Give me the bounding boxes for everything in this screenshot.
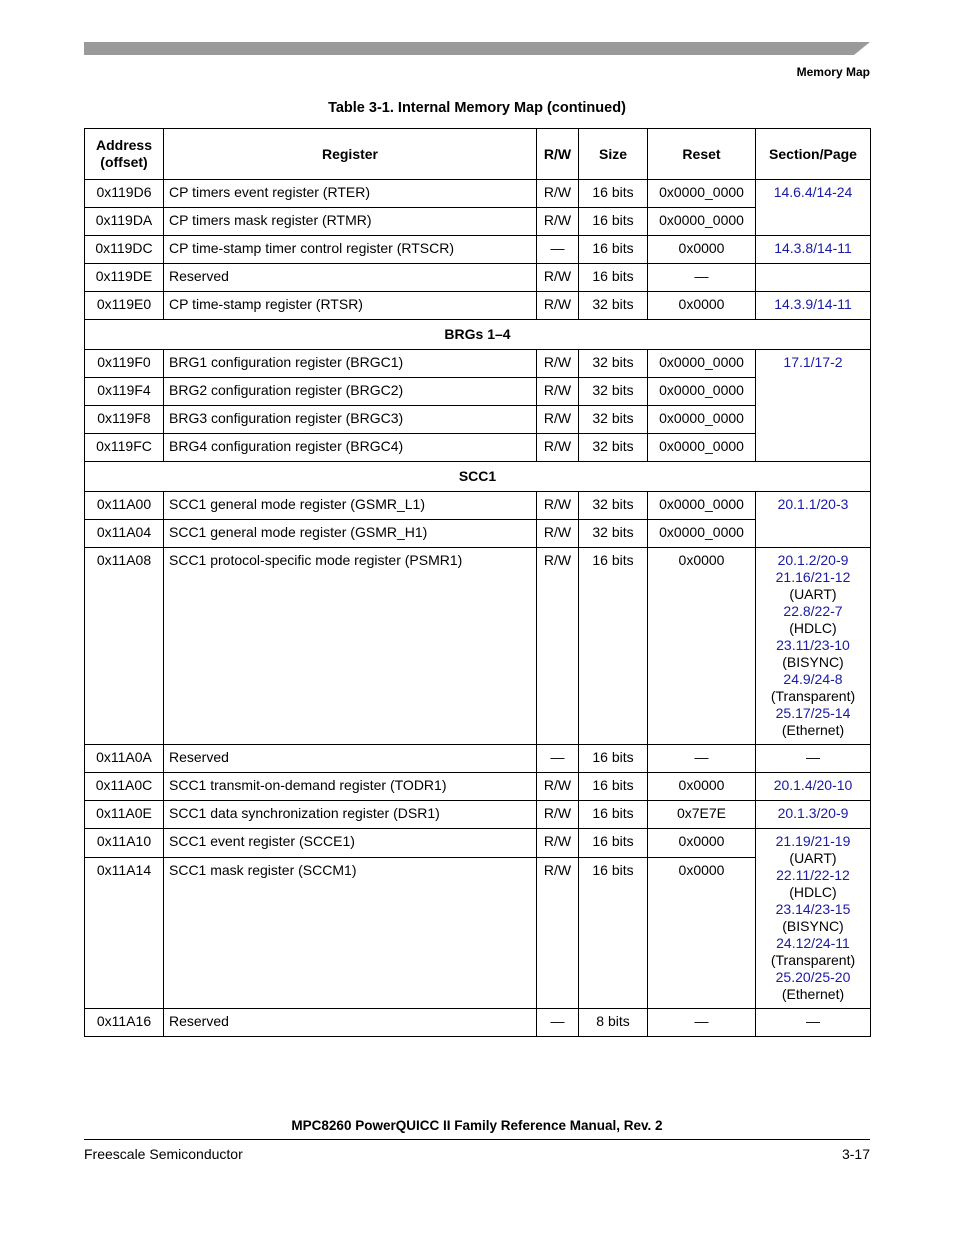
cell-rw: —	[537, 236, 579, 264]
cell-address: 0x11A0A	[85, 745, 164, 773]
cell-rw: R/W	[537, 434, 579, 462]
cell-address: 0x11A00	[85, 492, 164, 520]
protocol-note: (Transparent)	[770, 688, 856, 704]
section-link[interactable]: 20.1.2/20-9	[777, 552, 849, 568]
table-row	[85, 350, 871, 378]
cell-rw: R/W	[537, 492, 579, 520]
cell-rw: R/W	[537, 378, 579, 406]
running-header-section: Memory Map	[796, 65, 870, 79]
cell-rw: R/W	[537, 801, 579, 829]
table-row	[85, 773, 871, 801]
cell-rw: R/W	[537, 520, 579, 548]
protocol-note: (Ethernet)	[781, 986, 845, 1002]
cell-address: 0x11A16	[85, 1009, 164, 1037]
internal-memory-map-table	[84, 128, 871, 1037]
table-row	[85, 548, 871, 745]
cell-register: BRG3 configuration register (BRGC3)	[164, 406, 537, 434]
cell-section: —	[756, 1009, 871, 1037]
cell-register: SCC1 data synchronization register (DSR1)	[164, 801, 537, 829]
cell-reset: 0x0000	[648, 829, 756, 858]
cell-reset: 0x0000_0000	[648, 434, 756, 462]
cell-reset: 0x0000	[648, 236, 756, 264]
cell-size: 16 bits	[579, 801, 648, 829]
cell-rw: —	[537, 1009, 579, 1037]
cell-register: Reserved	[164, 264, 537, 292]
section-link[interactable]: 14.3.9/14-11	[774, 296, 852, 312]
footer-page-number: 3-17	[841, 1146, 870, 1162]
cell-reset: 0x0000_0000	[648, 180, 756, 208]
cell-size: 32 bits	[579, 434, 648, 462]
table-row	[85, 378, 871, 406]
cell-address: 0x119F4	[85, 378, 164, 406]
cell-size: 32 bits	[579, 292, 648, 320]
cell-reset: 0x0000	[648, 773, 756, 801]
cell-rw: R/W	[537, 350, 579, 378]
section-link[interactable]: 20.1.4/20-10	[773, 777, 853, 793]
cell-section	[756, 548, 871, 745]
table-row	[85, 1009, 871, 1037]
protocol-note: (HDLC)	[789, 884, 837, 900]
table-row	[85, 520, 871, 548]
cell-size: 32 bits	[579, 378, 648, 406]
column-header-section: Section/Page	[756, 129, 871, 180]
column-header-reset: Reset	[648, 129, 756, 180]
section-link[interactable]: 21.16/21-12	[775, 569, 851, 585]
cell-address: 0x11A0E	[85, 801, 164, 829]
cell-section	[756, 829, 871, 1009]
cell-rw: R/W	[537, 548, 579, 745]
cell-register: SCC1 mask register (SCCM1)	[164, 857, 537, 1008]
section-link[interactable]: 23.11/23-10	[776, 637, 850, 653]
section-link[interactable]: 25.17/25-14	[775, 705, 851, 721]
cell-address: 0x119FC	[85, 434, 164, 462]
cell-size: 16 bits	[579, 180, 648, 208]
section-link[interactable]: 21.19/21-19	[775, 833, 851, 849]
section-link[interactable]: 25.20/25-20	[775, 969, 851, 985]
table-header-row	[85, 129, 871, 180]
table-row	[85, 292, 871, 320]
section-link[interactable]: 20.1.3/20-9	[777, 805, 849, 821]
protocol-note: (HDLC)	[789, 620, 837, 636]
cell-section	[756, 180, 871, 236]
cell-size: 32 bits	[579, 492, 648, 520]
cell-reset: 0x0000_0000	[648, 350, 756, 378]
footer-company: Freescale Semiconductor	[84, 1146, 243, 1162]
table-row	[85, 264, 871, 292]
cell-register: CP time-stamp register (RTSR)	[164, 292, 537, 320]
cell-section	[756, 350, 871, 462]
cell-size: 8 bits	[579, 1009, 648, 1037]
table-row	[85, 492, 871, 520]
cell-reset: 0x7E7E	[648, 801, 756, 829]
cell-size: 16 bits	[579, 857, 648, 1008]
cell-rw: R/W	[537, 208, 579, 236]
address-header-line1: Address	[95, 137, 153, 153]
cell-section	[756, 292, 871, 320]
section-link[interactable]: 14.6.4/14-24	[773, 184, 853, 200]
cell-section	[756, 492, 871, 548]
cell-address: 0x11A10	[85, 829, 164, 858]
cell-reset: 0x0000_0000	[648, 208, 756, 236]
section-link[interactable]: 23.14/23-15	[775, 901, 851, 917]
cell-reset: 0x0000	[648, 548, 756, 745]
cell-size: 16 bits	[579, 264, 648, 292]
cell-rw: R/W	[537, 857, 579, 1008]
cell-rw: R/W	[537, 180, 579, 208]
section-link[interactable]: 14.3.8/14-11	[774, 240, 852, 256]
column-header-address	[85, 129, 164, 180]
cell-size: 16 bits	[579, 745, 648, 773]
cell-register: Reserved	[164, 1009, 537, 1037]
group-header-row	[85, 320, 871, 350]
address-header-line2: (offset)	[100, 154, 148, 170]
table-row	[85, 434, 871, 462]
cell-reset: 0x0000	[648, 292, 756, 320]
footer-divider	[84, 1139, 870, 1140]
group-header-row	[85, 462, 871, 492]
table-row	[85, 857, 871, 1008]
section-link[interactable]: 24.12/24-11	[776, 935, 850, 951]
cell-rw: R/W	[537, 829, 579, 858]
column-header-rw: R/W	[537, 129, 579, 180]
table-row	[85, 406, 871, 434]
cell-register: SCC1 general mode register (GSMR_L1)	[164, 492, 537, 520]
table-row	[85, 236, 871, 264]
table-row	[85, 745, 871, 773]
table-row	[85, 180, 871, 208]
cell-size: 16 bits	[579, 829, 648, 858]
cell-address: 0x11A08	[85, 548, 164, 745]
cell-size: 32 bits	[579, 520, 648, 548]
cell-register: SCC1 protocol-specific mode register (PSMR1)	[164, 548, 537, 745]
section-link[interactable]: 22.8/22-7	[783, 603, 843, 619]
section-link[interactable]: 24.9/24-8	[783, 671, 843, 687]
cell-register: BRG4 configuration register (BRGC4)	[164, 434, 537, 462]
cell-size: 16 bits	[579, 548, 648, 745]
cell-rw: R/W	[537, 773, 579, 801]
cell-address: 0x119F0	[85, 350, 164, 378]
cell-section-empty	[756, 264, 871, 292]
cell-size: 32 bits	[579, 406, 648, 434]
table-row	[85, 801, 871, 829]
cell-reset: 0x0000	[648, 857, 756, 1008]
cell-address: 0x119F8	[85, 406, 164, 434]
table-row	[85, 829, 871, 858]
protocol-note: (UART)	[789, 850, 837, 866]
protocol-note: (Transparent)	[770, 952, 856, 968]
cell-section	[756, 773, 871, 801]
cell-size: 16 bits	[579, 773, 648, 801]
cell-register: CP timers mask register (RTMR)	[164, 208, 537, 236]
section-link[interactable]: 22.11/22-12	[776, 867, 850, 883]
cell-rw: —	[537, 745, 579, 773]
section-link[interactable]: 20.1.1/20-3	[777, 496, 849, 512]
cell-reset: —	[648, 1009, 756, 1037]
cell-size: 32 bits	[579, 350, 648, 378]
cell-reset: 0x0000_0000	[648, 378, 756, 406]
column-header-size: Size	[579, 129, 648, 180]
cell-register: BRG2 configuration register (BRGC2)	[164, 378, 537, 406]
cell-rw: R/W	[537, 292, 579, 320]
cell-address: 0x119D6	[85, 180, 164, 208]
cell-register: SCC1 transmit-on-demand register (TODR1)	[164, 773, 537, 801]
cell-reset: 0x0000_0000	[648, 406, 756, 434]
cell-address: 0x119DC	[85, 236, 164, 264]
cell-address: 0x11A14	[85, 857, 164, 1008]
section-link[interactable]: 17.1/17-2	[783, 354, 843, 370]
table-title: Table 3-1. Internal Memory Map (continued)	[328, 100, 626, 116]
cell-reset: 0x0000_0000	[648, 492, 756, 520]
cell-address: 0x11A0C	[85, 773, 164, 801]
cell-rw: R/W	[537, 264, 579, 292]
cell-size: 16 bits	[579, 236, 648, 264]
cell-size: 16 bits	[579, 208, 648, 236]
header-decorative-bar	[84, 42, 870, 55]
cell-address: 0x11A04	[85, 520, 164, 548]
cell-register: CP timers event register (RTER)	[164, 180, 537, 208]
cell-rw: R/W	[537, 406, 579, 434]
cell-section: —	[756, 745, 871, 773]
cell-reset: —	[648, 745, 756, 773]
protocol-note: (BISYNC)	[782, 654, 844, 670]
cell-reset: —	[648, 264, 756, 292]
protocol-note: (Ethernet)	[781, 722, 845, 738]
protocol-note: (BISYNC)	[782, 918, 844, 934]
protocol-note: (UART)	[789, 586, 837, 602]
cell-register: SCC1 event register (SCCE1)	[164, 829, 537, 858]
cell-register: SCC1 general mode register (GSMR_H1)	[164, 520, 537, 548]
cell-register: BRG1 configuration register (BRGC1)	[164, 350, 537, 378]
group-header-brgs: BRGs 1–4	[85, 320, 871, 350]
table-row	[85, 208, 871, 236]
cell-reset: 0x0000_0000	[648, 520, 756, 548]
footer-manual-title: MPC8260 PowerQUICC II Family Reference Manual, Rev. 2	[291, 1118, 663, 1133]
cell-register: Reserved	[164, 745, 537, 773]
cell-section	[756, 236, 871, 264]
column-header-register: Register	[164, 129, 537, 180]
group-header-scc1: SCC1	[85, 462, 871, 492]
cell-section	[756, 801, 871, 829]
cell-register: CP time-stamp timer control register (RTSCR)	[164, 236, 537, 264]
cell-address: 0x119E0	[85, 292, 164, 320]
cell-address: 0x119DE	[85, 264, 164, 292]
cell-address: 0x119DA	[85, 208, 164, 236]
